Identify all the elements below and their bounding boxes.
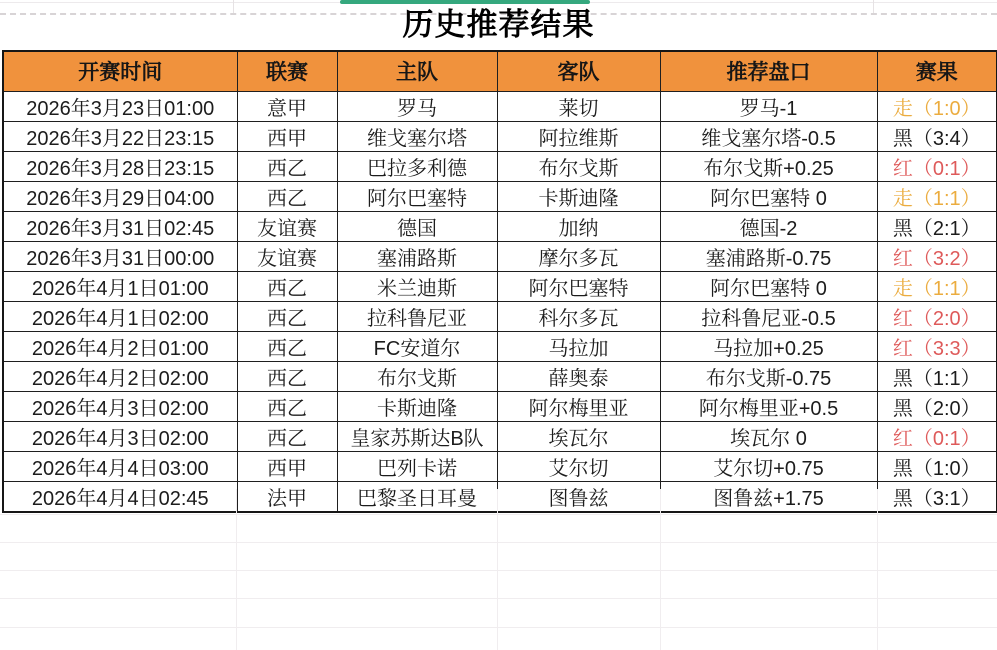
cell-result[interactable]: 红（0:1）: [877, 421, 997, 451]
cell-home-team[interactable]: 维戈塞尔塔: [337, 121, 497, 151]
cell-home-team[interactable]: 卡斯迪隆: [337, 391, 497, 421]
cell-away-team[interactable]: 阿尔梅里亚: [497, 391, 660, 421]
cell-league[interactable]: 西甲: [237, 451, 337, 481]
page-title: 历史推荐结果: [402, 7, 595, 42]
cell-away-team[interactable]: 加纳: [497, 211, 660, 241]
header-cell-home-team[interactable]: 主队: [337, 51, 497, 91]
cell-away-team[interactable]: 薛奥泰: [497, 361, 660, 391]
cell-time[interactable]: 2026年3月22日23:15: [3, 121, 237, 151]
table-row: [3, 331, 997, 361]
cell-league[interactable]: 意甲: [237, 91, 337, 121]
cell-time[interactable]: 2026年4月2日01:00: [3, 331, 237, 361]
cell-time[interactable]: 2026年4月2日02:00: [3, 361, 237, 391]
header-cell-away-team[interactable]: 客队: [497, 51, 660, 91]
cell-time[interactable]: 2026年3月31日02:45: [3, 211, 237, 241]
cell-result[interactable]: 黑（3:1）: [877, 481, 997, 512]
table-row: [3, 271, 997, 301]
cell-home-team[interactable]: FC安道尔: [337, 331, 497, 361]
cell-handicap[interactable]: 艾尔切+0.75: [660, 451, 877, 481]
table-row: [3, 211, 997, 241]
table-row: [3, 361, 997, 391]
cell-result[interactable]: 走（1:0）: [877, 91, 997, 121]
cell-away-team[interactable]: 艾尔切: [497, 451, 660, 481]
table-header-row: [3, 51, 997, 91]
cell-home-team[interactable]: 巴列卡诺: [337, 451, 497, 481]
results-table: [2, 50, 997, 513]
cell-handicap[interactable]: 布尔戈斯+0.25: [660, 151, 877, 181]
cell-league[interactable]: 西乙: [237, 181, 337, 211]
cell-home-team[interactable]: 米兰迪斯: [337, 271, 497, 301]
cell-away-team[interactable]: 莱切: [497, 91, 660, 121]
cell-away-team[interactable]: 布尔戈斯: [497, 151, 660, 181]
cell-time[interactable]: 2026年4月1日01:00: [3, 271, 237, 301]
cell-away-team[interactable]: 马拉加: [497, 331, 660, 361]
cell-handicap[interactable]: 埃瓦尔 0: [660, 421, 877, 451]
cell-league[interactable]: 西乙: [237, 301, 337, 331]
cell-handicap[interactable]: 维戈塞尔塔-0.5: [660, 121, 877, 151]
table-row: [3, 301, 997, 331]
cell-league[interactable]: 西乙: [237, 151, 337, 181]
cell-handicap[interactable]: 德国-2: [660, 211, 877, 241]
table-row: [3, 451, 997, 481]
cell-away-team[interactable]: 摩尔多瓦: [497, 241, 660, 271]
cell-home-team[interactable]: 德国: [337, 211, 497, 241]
table-row: [3, 241, 997, 271]
cell-home-team[interactable]: 拉科鲁尼亚: [337, 301, 497, 331]
cell-league[interactable]: 西乙: [237, 391, 337, 421]
cell-handicap[interactable]: 图鲁兹+1.75: [660, 481, 877, 512]
cell-away-team[interactable]: 埃瓦尔: [497, 421, 660, 451]
cell-away-team[interactable]: 图鲁兹: [497, 481, 660, 512]
header-cell-league[interactable]: 联赛: [237, 51, 337, 91]
sheet-gridline: [0, 627, 997, 628]
cell-time[interactable]: 2026年4月1日02:00: [3, 301, 237, 331]
header-cell-result[interactable]: 赛果: [877, 51, 997, 91]
cell-league[interactable]: 西乙: [237, 271, 337, 301]
cell-result[interactable]: 黑（2:1）: [877, 211, 997, 241]
cell-handicap[interactable]: 塞浦路斯-0.75: [660, 241, 877, 271]
cell-league[interactable]: 法甲: [237, 481, 337, 512]
sheet-gridline: [497, 489, 498, 650]
cell-home-team[interactable]: 塞浦路斯: [337, 241, 497, 271]
sheet-gridline: [0, 542, 997, 543]
cell-result[interactable]: 黑（2:0）: [877, 391, 997, 421]
cell-result[interactable]: 红（0:1）: [877, 151, 997, 181]
sheet-gridline: [0, 514, 997, 515]
cell-result[interactable]: 红（2:0）: [877, 301, 997, 331]
cell-time[interactable]: 2026年3月23日01:00: [3, 91, 237, 121]
cell-away-team[interactable]: 阿拉维斯: [497, 121, 660, 151]
header-cell-time[interactable]: 开赛时间: [3, 51, 237, 91]
sheet-gridline: [0, 570, 997, 571]
cell-league[interactable]: 西乙: [237, 421, 337, 451]
cell-away-team[interactable]: 卡斯迪隆: [497, 181, 660, 211]
cell-result[interactable]: 黑（1:0）: [877, 451, 997, 481]
cell-home-team[interactable]: 巴拉多利德: [337, 151, 497, 181]
cell-away-team[interactable]: 科尔多瓦: [497, 301, 660, 331]
cell-handicap[interactable]: 阿尔巴塞特 0: [660, 181, 877, 211]
cell-result[interactable]: 走（1:1）: [877, 271, 997, 301]
sheet-gridline: [660, 489, 661, 650]
cell-handicap[interactable]: 布尔戈斯-0.75: [660, 361, 877, 391]
cell-home-team[interactable]: 罗马: [337, 91, 497, 121]
header-cell-handicap[interactable]: 推荐盘口: [660, 51, 877, 91]
cell-handicap[interactable]: 拉科鲁尼亚-0.5: [660, 301, 877, 331]
cell-time[interactable]: 2026年4月4日03:00: [3, 451, 237, 481]
sheet-gridline: [877, 489, 878, 650]
cell-league[interactable]: 西乙: [237, 361, 337, 391]
cell-handicap[interactable]: 阿尔巴塞特 0: [660, 271, 877, 301]
table-row: [3, 151, 997, 181]
cell-league[interactable]: 友谊赛: [237, 211, 337, 241]
sheet-gridline: [236, 489, 237, 650]
cell-home-team[interactable]: 布尔戈斯: [337, 361, 497, 391]
cell-result[interactable]: 红（3:2）: [877, 241, 997, 271]
cell-league[interactable]: 西乙: [237, 331, 337, 361]
table-row: [3, 181, 997, 211]
cell-home-team[interactable]: 皇家苏斯达B队: [337, 421, 497, 451]
cell-handicap[interactable]: 阿尔梅里亚+0.5: [660, 391, 877, 421]
cell-away-team[interactable]: 阿尔巴塞特: [497, 271, 660, 301]
cell-result[interactable]: 黑（3:4）: [877, 121, 997, 151]
cell-home-team[interactable]: 巴黎圣日耳曼: [337, 481, 497, 512]
cell-handicap[interactable]: 马拉加+0.25: [660, 331, 877, 361]
table-row: [3, 121, 997, 151]
cell-result[interactable]: 走（1:1）: [877, 181, 997, 211]
table-row: [3, 481, 997, 512]
table-row: [3, 391, 997, 421]
sheet-gridline: [0, 598, 997, 599]
cell-league[interactable]: 友谊赛: [237, 241, 337, 271]
cell-time[interactable]: 2026年3月31日00:00: [3, 241, 237, 271]
cell-league[interactable]: 西甲: [237, 121, 337, 151]
table-row: [3, 421, 997, 451]
cell-handicap[interactable]: 罗马-1: [660, 91, 877, 121]
cell-time[interactable]: 2026年3月28日23:15: [3, 151, 237, 181]
cell-time[interactable]: 2026年4月3日02:00: [3, 391, 237, 421]
cell-result[interactable]: 黑（1:1）: [877, 361, 997, 391]
table-row: [3, 91, 997, 121]
cell-time[interactable]: 2026年3月29日04:00: [3, 181, 237, 211]
cell-result[interactable]: 红（3:3）: [877, 331, 997, 361]
cell-home-team[interactable]: 阿尔巴塞特: [337, 181, 497, 211]
cell-time[interactable]: 2026年4月3日02:00: [3, 421, 237, 451]
cell-time[interactable]: 2026年4月4日02:45: [3, 481, 237, 512]
